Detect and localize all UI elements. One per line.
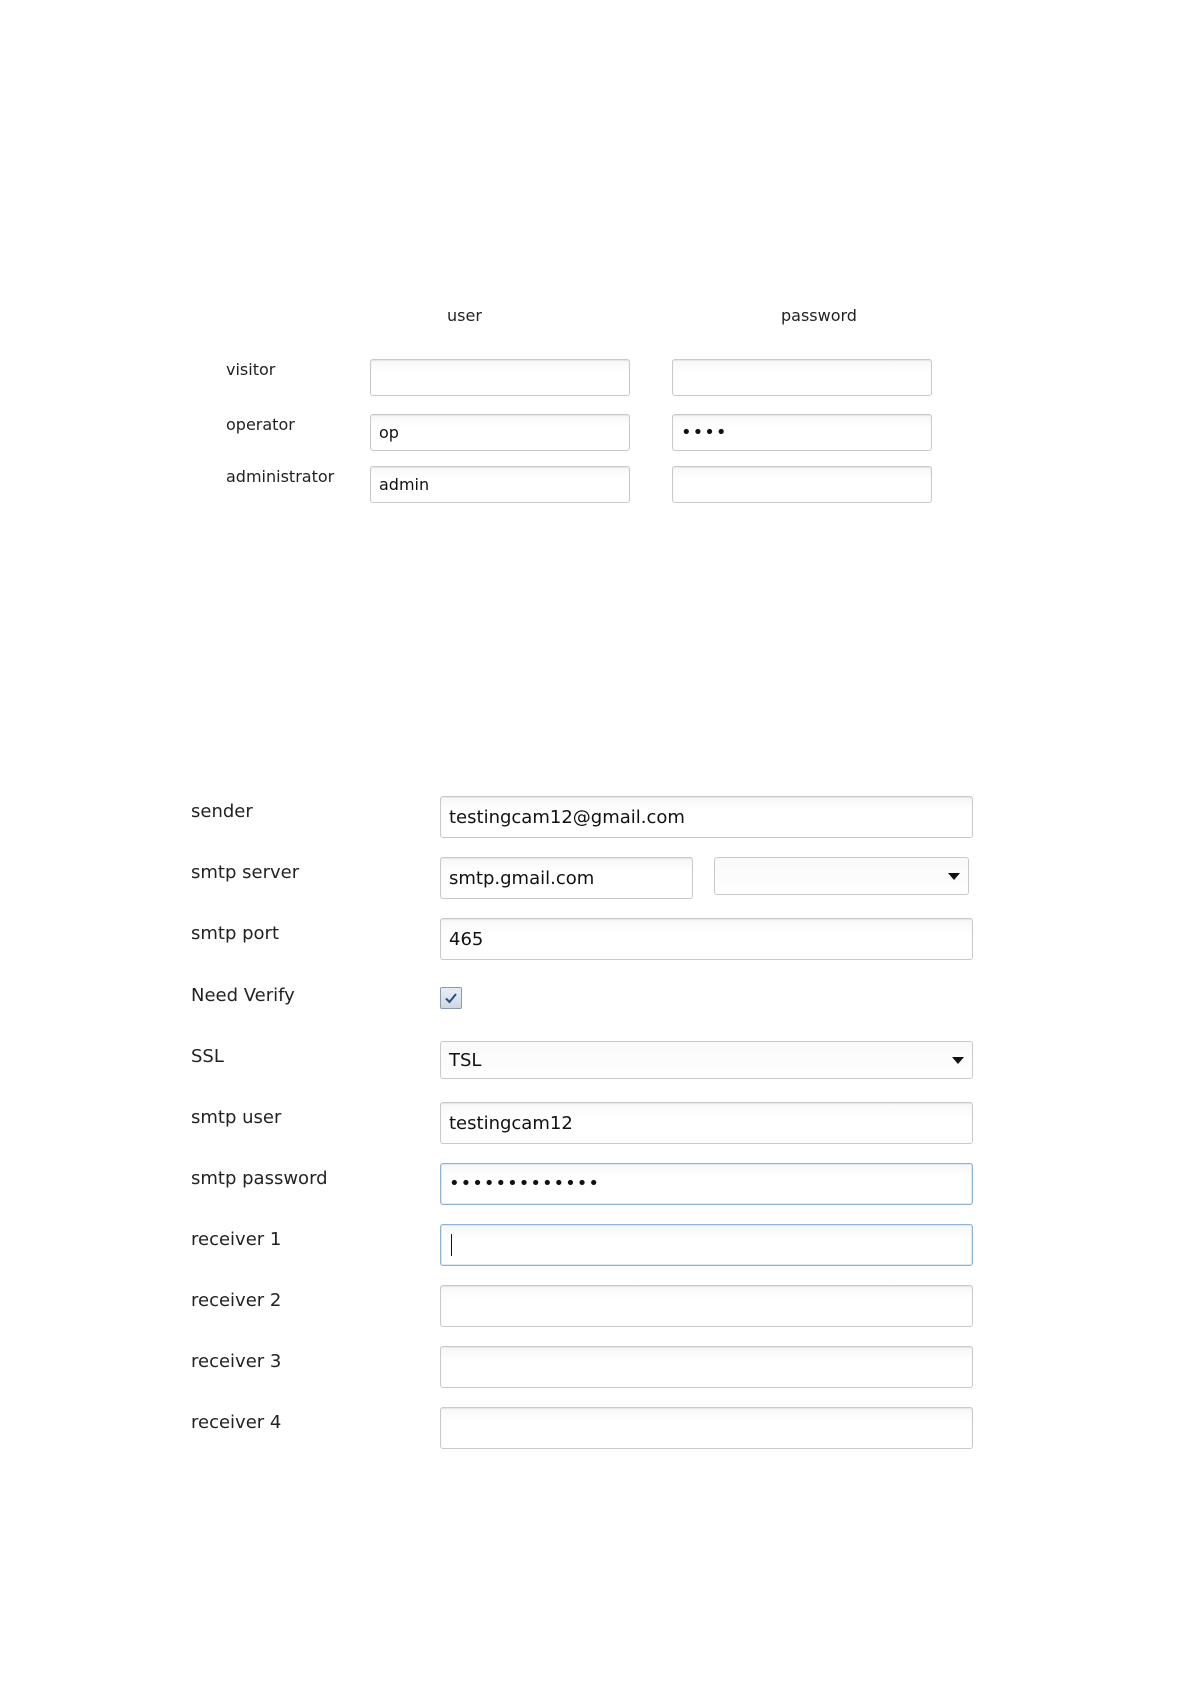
need-verify-label: Need Verify: [191, 985, 295, 1006]
operator-password-input[interactable]: ••••: [672, 414, 932, 451]
receiver-2-input[interactable]: [440, 1285, 973, 1327]
smtp-password-label: smtp password: [191, 1168, 328, 1189]
ssl-select[interactable]: [440, 1041, 973, 1079]
need-verify-checkbox[interactable]: [440, 987, 462, 1009]
visitor-user-input[interactable]: [370, 359, 630, 396]
administrator-label: administrator: [226, 467, 335, 486]
smtp-user-label: smtp user: [191, 1107, 282, 1128]
sender-label: sender: [191, 801, 253, 822]
sender-input[interactable]: [440, 796, 973, 838]
ssl-select-value: TSL: [449, 1049, 482, 1071]
ssl-label: SSL: [191, 1046, 224, 1067]
receiver-4-label: receiver 4: [191, 1412, 282, 1433]
smtp-password-input[interactable]: •••••••••••••: [440, 1163, 973, 1205]
receiver-3-input[interactable]: [440, 1346, 973, 1388]
smtp-user-input[interactable]: [440, 1102, 973, 1144]
smtp-server-input[interactable]: [440, 857, 693, 899]
user-column-header: user: [447, 306, 482, 325]
administrator-user-input[interactable]: [370, 466, 630, 503]
operator-user-input[interactable]: [370, 414, 630, 451]
smtp-server-label: smtp server: [191, 862, 300, 883]
chevron-down-icon: [952, 1057, 964, 1064]
chevron-down-icon: [948, 873, 960, 880]
smtp-port-input[interactable]: [440, 918, 973, 960]
visitor-password-input[interactable]: [672, 359, 932, 396]
text-cursor: [451, 1234, 452, 1256]
operator-label: operator: [226, 415, 295, 434]
receiver-3-label: receiver 3: [191, 1351, 282, 1372]
receiver-4-input[interactable]: [440, 1407, 973, 1449]
checkmark-icon: [444, 991, 458, 1005]
receiver-1-label: receiver 1: [191, 1229, 282, 1250]
receiver-1-input[interactable]: [440, 1224, 973, 1266]
password-column-header: password: [781, 306, 857, 325]
visitor-label: visitor: [226, 360, 276, 379]
receiver-2-label: receiver 2: [191, 1290, 282, 1311]
smtp-server-preset-select[interactable]: [714, 857, 969, 895]
smtp-port-label: smtp port: [191, 923, 280, 944]
administrator-password-input[interactable]: [672, 466, 932, 503]
